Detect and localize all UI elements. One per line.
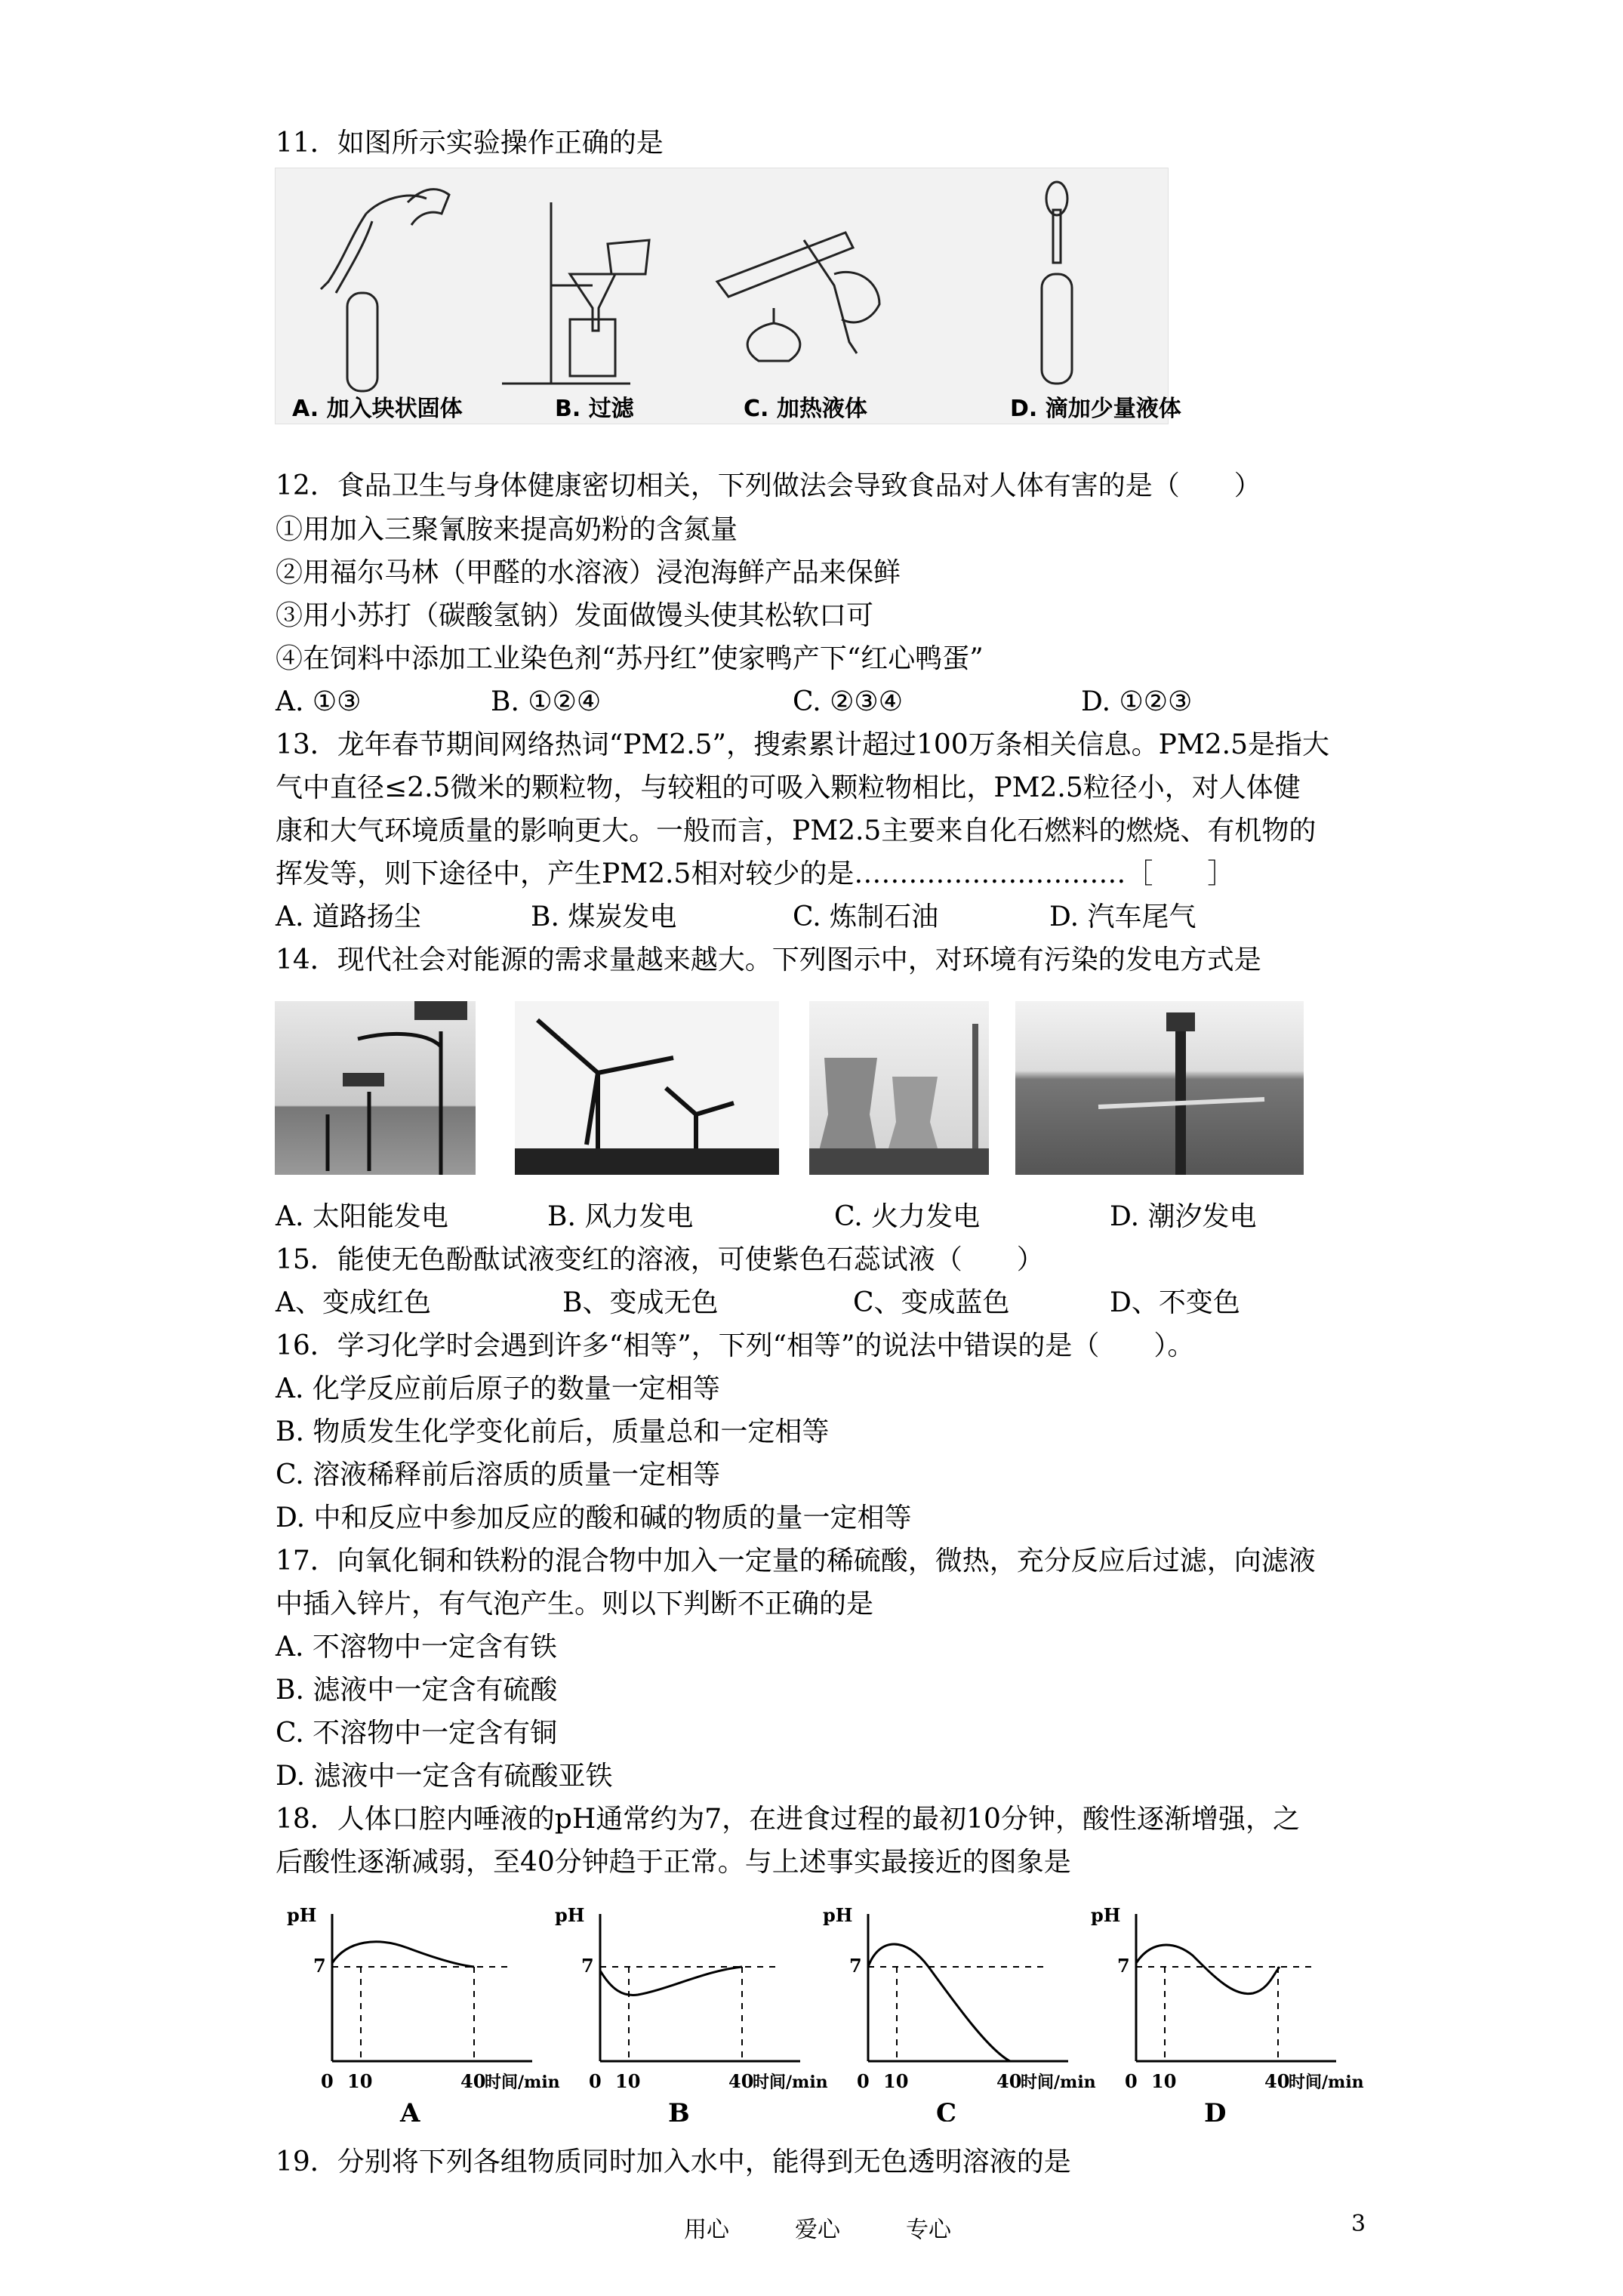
q12-item-2: ②用福尔马林（甲醛的水溶液）浸泡海鲜产品来保鲜	[276, 557, 901, 588]
time-axis-label: 时间/min	[485, 2073, 560, 2092]
q11-apparatus-figure	[275, 168, 1169, 424]
q16-option-a: A. 化学反应前后原子的数量一定相等	[276, 1373, 720, 1404]
footer-mid: 爱心	[795, 2217, 840, 2243]
forty-label: 40	[728, 2070, 754, 2092]
q13-option-b: B. 煤炭发电	[531, 901, 677, 932]
time-axis-label: 时间/min	[1289, 2073, 1364, 2092]
cooling-towers-drawing	[809, 1001, 989, 1175]
ten-label: 10	[347, 2070, 373, 2092]
q11-label-c: C. 加热液体	[744, 396, 867, 422]
tidal-power-photo	[1015, 1001, 1304, 1175]
q14-stem: 14．现代社会对能源的需求量越来越大。下列图示中，对环境有污染的发电方式是	[276, 945, 1261, 975]
q14-option-b: B. 风力发电	[547, 1201, 694, 1232]
time-axis-label: 时间/min	[1021, 2073, 1096, 2092]
seven-label: 7	[1117, 1955, 1130, 1977]
q13-option-a: A. 道路扬尘	[276, 901, 421, 932]
q12-option-a: A. ①③	[276, 686, 362, 717]
ph-curve	[868, 1944, 1010, 2061]
q18-line-2: 后酸性逐渐减弱，至40分钟趋于正常。与上述事实最接近的图象是	[276, 1847, 1071, 1878]
q15-option-c: C、变成蓝色	[853, 1287, 1010, 1318]
forty-label: 40	[460, 2070, 486, 2092]
q17-option-d: D. 滤液中一定含有硫酸亚铁	[276, 1761, 613, 1792]
q16-stem: 16．学习化学时会遇到许多“相等”，下列“相等”的说法中错误的是（ ）。	[276, 1330, 1195, 1361]
seven-label: 7	[849, 1955, 862, 1977]
wind-turbine-photo	[515, 1001, 779, 1175]
footer-left: 用心	[684, 2217, 729, 2243]
zero-label: 0	[589, 2070, 602, 2092]
q16-option-d: D. 中和反应中参加反应的酸和碱的物质的量一定相等	[276, 1502, 912, 1533]
thermal-power-plant-photo	[809, 1001, 989, 1175]
ph-graph-c	[823, 1904, 1096, 2122]
zero-label: 0	[1125, 2070, 1138, 2092]
q12-option-b: B. ①②④	[491, 686, 602, 717]
q12-option-d: D. ①②③	[1081, 686, 1193, 717]
q17-option-c: C. 不溶物中一定含有铜	[276, 1718, 558, 1749]
solar-street-lamp-photo	[275, 1001, 476, 1175]
graph-label-a: A	[400, 2098, 420, 2122]
q19-stem: 19．分别将下列各组物质同时加入水中，能得到无色透明溶液的是	[276, 2147, 1071, 2177]
q13-line-3: 康和大气环境质量的影响更大。一般而言，PM2.5主要来自化石燃料的燃烧、有机物的	[276, 815, 1317, 846]
q12-item-1: ①用加入三聚氰胺来提高奶粉的含氮量	[276, 514, 738, 545]
ph-curve	[600, 1967, 742, 1996]
q13-option-c: C. 炼制石油	[793, 901, 939, 932]
tidal-turbine-drawing	[1015, 1001, 1304, 1175]
graph-label-d: D	[1204, 2098, 1227, 2122]
q14-option-a: A. 太阳能发电	[276, 1201, 448, 1232]
q15-option-b: B、变成无色	[562, 1287, 719, 1318]
lab-operations-drawing	[276, 168, 1168, 424]
ten-label: 10	[1151, 2070, 1177, 2092]
q12-item-4: ④在饲料中添加工业染色剂“苏丹红”使家鸭产下“红心鸭蛋”	[276, 643, 984, 674]
ph-curve	[1136, 1945, 1280, 1994]
zero-label: 0	[857, 2070, 870, 2092]
page-number: 3	[1351, 2211, 1366, 2237]
q14-option-d: D. 潮汐发电	[1110, 1201, 1257, 1232]
q15-option-a: A、变成红色	[276, 1287, 431, 1318]
ph-graph-b	[555, 1904, 828, 2122]
q12-option-c: C. ②③④	[793, 686, 903, 717]
ten-label: 10	[883, 2070, 909, 2092]
q18-line-1: 18．人体口腔内唾液的pH通常约为7，在进食过程的最初10分钟，酸性逐渐增强，之	[276, 1804, 1300, 1835]
q13-line-1: 13．龙年春节期间网络热词“PM2.5”，搜索累计超过100万条相关信息。PM2.5是指大	[276, 729, 1330, 760]
footer-right: 专心	[906, 2217, 951, 2243]
ph-label: pH	[1091, 1904, 1121, 1926]
q16-option-b: B. 物质发生化学变化前后，质量总和一定相等	[276, 1416, 830, 1447]
ph-graph-d	[1091, 1904, 1364, 2122]
ph-label: pH	[287, 1904, 317, 1926]
q13-line-2: 气中直径≤2.5微米的颗粒物，与较粗的可吸入颗粒物相比，PM2.5粒径小，对人体健	[276, 772, 1301, 803]
q11-stem: 11．如图所示实验操作正确的是	[276, 128, 664, 159]
q15-stem: 15．能使无色酚酞试液变红的溶液，可使紫色石蕊试液（ ）	[276, 1244, 1044, 1275]
wind-turbines-drawing	[515, 1001, 779, 1175]
ph-graphs-figure	[287, 1895, 1397, 2122]
ten-label: 10	[615, 2070, 641, 2092]
q11-label-b: B. 过滤	[555, 396, 634, 422]
q17-option-b: B. 滤液中一定含有硫酸	[276, 1675, 558, 1706]
q16-option-c: C. 溶液稀释前后溶质的质量一定相等	[276, 1459, 721, 1490]
q13-line-4: 挥发等，则下途径中，产生PM2.5相对较少的是…………………………［ ］	[276, 858, 1235, 889]
forty-label: 40	[996, 2070, 1022, 2092]
zero-label: 0	[321, 2070, 334, 2092]
q13-option-d: D. 汽车尾气	[1049, 901, 1196, 932]
q12-stem: 12．食品卫生与身体健康密切相关，下列做法会导致食品对人体有害的是（ ）	[276, 470, 1261, 501]
seven-label: 7	[313, 1955, 326, 1977]
ph-curve	[332, 1942, 474, 1967]
q17-line-1: 17．向氧化铜和铁粉的混合物中加入一定量的稀硫酸，微热，充分反应后过滤，向滤液	[276, 1546, 1316, 1576]
ph-label: pH	[555, 1904, 585, 1926]
q11-label-d: D. 滴加少量液体	[1010, 396, 1181, 422]
solar-lamp-drawing	[275, 1001, 476, 1175]
seven-label: 7	[581, 1955, 594, 1977]
ph-graph-a	[287, 1904, 560, 2122]
q12-item-3: ③用小苏打（碳酸氢钠）发面做馒头使其松软口可	[276, 600, 874, 631]
q17-option-a: A. 不溶物中一定含有铁	[276, 1632, 557, 1663]
q17-line-2: 中插入锌片，有气泡产生。则以下判断不正确的是	[276, 1589, 874, 1620]
q11-label-a: A. 加入块状固体	[292, 396, 463, 422]
q15-option-d: D、不变色	[1110, 1287, 1240, 1318]
time-axis-label: 时间/min	[753, 2073, 828, 2092]
forty-label: 40	[1264, 2070, 1290, 2092]
graph-label-c: C	[936, 2098, 957, 2122]
ph-label: pH	[823, 1904, 853, 1926]
q14-option-c: C. 火力发电	[834, 1201, 981, 1232]
graph-label-b: B	[668, 2098, 690, 2122]
